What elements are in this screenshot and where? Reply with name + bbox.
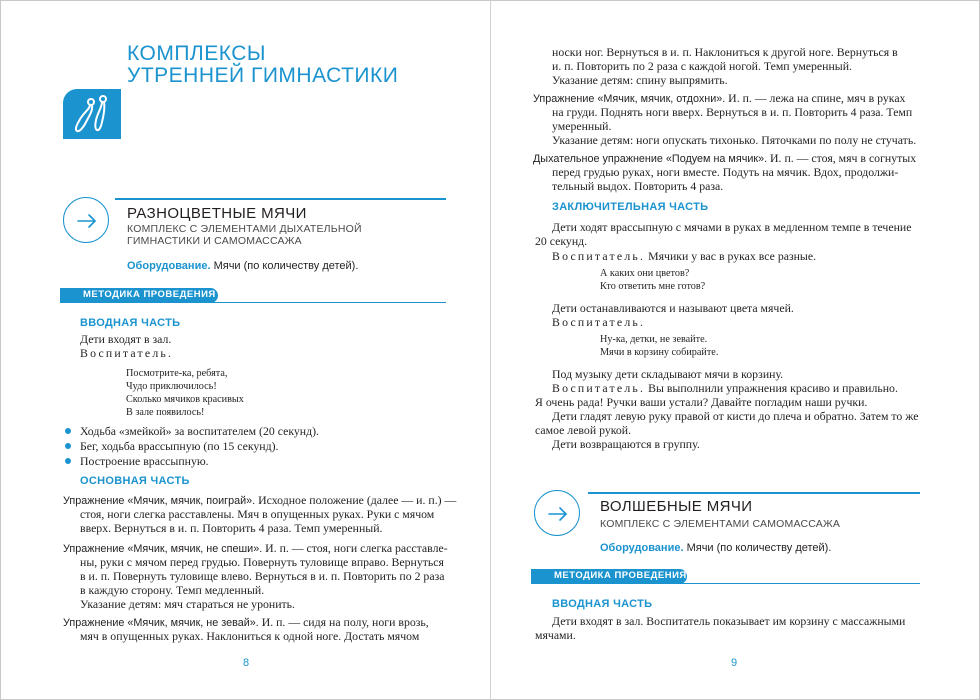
exercise-2-name: Упражнение «Мячик, мячик, не спеши». [63,543,263,555]
intro-line: мячами. [535,628,576,642]
exercise-5-line: перед грудью руках, ноги вместе. Подуть на мячик. Вдох, продолжи- [552,165,899,179]
section-rule [588,492,920,494]
final-speaker-2: Воспитатель. [552,315,646,329]
exercise-4-line: умеренный. [552,119,612,133]
final-paragraph: Под музыку дети складывают мячи в корзину. [552,367,784,381]
final-paragraph: Дети останавливаются и называют цвета мячей. [552,301,794,315]
verse-2-line-2: Кто ответить мне готов? [600,281,706,292]
intro-line-2: Воспитатель. [80,346,174,360]
bullet-icon [65,443,71,449]
equipment-line [127,260,358,272]
exercise-2-line: в каждую сторону. Темп медленный. [80,583,265,597]
page-left [1,1,490,700]
final-paragraph: Я очень рада! Ручки ваши устали? Давайте погладим наши ручки. [535,395,868,409]
intro-line: Дети входят в зал. Воспитатель показывает им корзину с массажными [552,614,906,628]
final-paragraph: 20 секунд. [535,234,588,248]
final-heading: ЗАКЛЮЧИТЕЛЬНАЯ ЧАСТЬ [552,201,709,213]
continued-line: носки ног. Вернуться в и. п. Наклониться к другой ноге. Вернуться в [552,45,898,59]
exercise-3-line: мяч в опущенных руках. Наклониться к одной ноге. Достать мячом [80,629,420,643]
method-label: МЕТОДИКА ПРОВЕДЕНИЯ [83,289,216,300]
exercise-1-line: вверх. Вернуться в и. п. Повторить 4 раза. Темп умеренный. [80,521,383,535]
verse-1-line-1: Посмотрите-ка, ребята, [126,368,228,379]
exercise-5-line: тельный выдох. Повторить 4 раза. [552,179,724,193]
main-heading: ОСНОВНАЯ ЧАСТЬ [80,475,190,487]
gymnastic-clubs-icon [63,89,121,139]
method-header [60,288,446,303]
book-title-line-1: КОМПЛЕКСЫ [127,42,266,65]
section-subtitle-line-1: КОМПЛЕКС С ЭЛЕМЕНТАМИ ДЫХАТЕЛЬНОЙ [127,223,362,235]
exercise-5-name: Дыхательное упражнение «Подуем на мячик». [533,153,768,165]
page-number-left: 8 [243,657,250,669]
final-speaker-3: Воспитатель. Вы выполнили упражнения красиво и правильно. [552,381,898,395]
verse-2-line-1: А каких они цветов? [600,268,690,279]
exercise-2-note: Указание детям: мяч стараться не уронить. [80,597,295,611]
equipment-label: Оборудование. [600,542,684,554]
list-item: Построение врассыпную. [80,454,209,469]
exercise-1: Упражнение «Мячик, мячик, поиграй». Исходное положение (далее — и. п.) — [63,493,457,507]
final-paragraph: Дети гладят левую руку правой от кисти до плеча и обратно. Затем то же [552,409,919,423]
equipment-text: Мячи (по количеству детей). [210,260,359,272]
exercise-4-note: Указание детям: ноги опускать тихонько. Пяточками по полу не стучать. [552,133,917,147]
section-subtitle: КОМПЛЕКС С ЭЛЕМЕНТАМИ САМОМАССАЖА [600,518,841,530]
book-title-line-2: УТРЕННЕЙ ГИМНАСТИКИ [127,64,399,87]
intro-heading: ВВОДНАЯ ЧАСТЬ [80,317,181,329]
bullet-icon [65,458,71,464]
section-title: ВОЛШЕБНЫЕ МЯЧИ [600,498,753,515]
method-label: МЕТОДИКА ПРОВЕДЕНИЯ [554,570,687,581]
list-item: Ходьба «змейкой» за воспитателем (20 секунд). [80,424,319,439]
method-header [531,569,920,584]
exercise-4-line: на груди. Поднять ноги вверх. Вернуться в и. п. Повторить 4 раза. Темп [552,105,913,119]
list-item: Бег, ходьба врассыпную (по 15 секунд). [80,439,279,454]
final-paragraph: Дети возвращаются в группу. [552,437,700,451]
equipment-line [600,542,831,554]
final-speaker-1: Воспитатель. Мячики у вас в руках все разные. [552,249,817,263]
exercise-5: Дыхательное упражнение «Подуем на мячик». И. п. — стоя, мяч в согнутых [533,151,917,165]
verse-3-line-1: Ну-ка, детки, не зевайте. [600,334,708,345]
exercise-1-name: Упражнение «Мячик, мячик, поиграй». [63,495,256,507]
final-paragraph: Дети ходят врассыпную с мячами в руках в медленном темпе в течение [552,220,912,234]
book-title [127,43,398,87]
arrow-right-icon [534,490,580,536]
intro-line-1: Дети входят в зал. [80,332,172,346]
exercise-2-line: ны, руки с мячом перед грудью. Повернуть туловище вправо. Вернуться [80,555,444,569]
verse-1-line-3: Сколько мячиков красивых [126,394,244,405]
exercise-2: Упражнение «Мячик, мячик, не спеши». И. п. — стоя, ноги слегка расставле- [63,541,448,555]
exercise-3: Упражнение «Мячик, мячик, не зевай». И. п. — сидя на полу, ноги врозь, [63,615,429,629]
page-right [491,1,980,700]
arrow-right-icon [63,197,109,243]
section-subtitle-line-2: ГИМНАСТИКИ И САМОМАССАЖА [127,235,302,247]
verse-1-line-2: Чудо приключилось! [126,381,217,392]
continued-note: Указание детям: спину выпрямить. [552,73,728,87]
exercise-3-name: Упражнение «Мячик, мячик, не зевай». [63,617,259,629]
exercise-2-line: в и. п. Повернуть туловище влево. Вернуться в и. п. Повторить по 2 раза [80,569,445,583]
exercise-1-line: стоя, ноги слегка расставлены. Мяч в опущенных руках. Руки с мячом [80,507,435,521]
equipment-text: Мячи (по количеству детей). [683,542,832,554]
intro-heading: ВВОДНАЯ ЧАСТЬ [552,598,653,610]
exercise-4: Упражнение «Мячик, мячик, отдохни». И. п. — лежа на спине, мяч в руках [533,91,906,105]
exercise-4-name: Упражнение «Мячик, мячик, отдохни». [533,93,726,105]
page-number-right: 9 [731,657,738,669]
section-rule [115,198,446,200]
final-paragraph: самое левой рукой. [535,423,632,437]
verse-3-line-2: Мячи в корзину собирайте. [600,347,719,358]
equipment-label: Оборудование. [127,260,211,272]
verse-1-line-4: В зале появилось! [126,407,205,418]
section-title: РАЗНОЦВЕТНЫЕ МЯЧИ [127,205,307,222]
continued-line: и. п. Повторить по 2 раза с каждой ногой. Темп умеренный. [552,59,852,73]
bullet-icon [65,428,71,434]
